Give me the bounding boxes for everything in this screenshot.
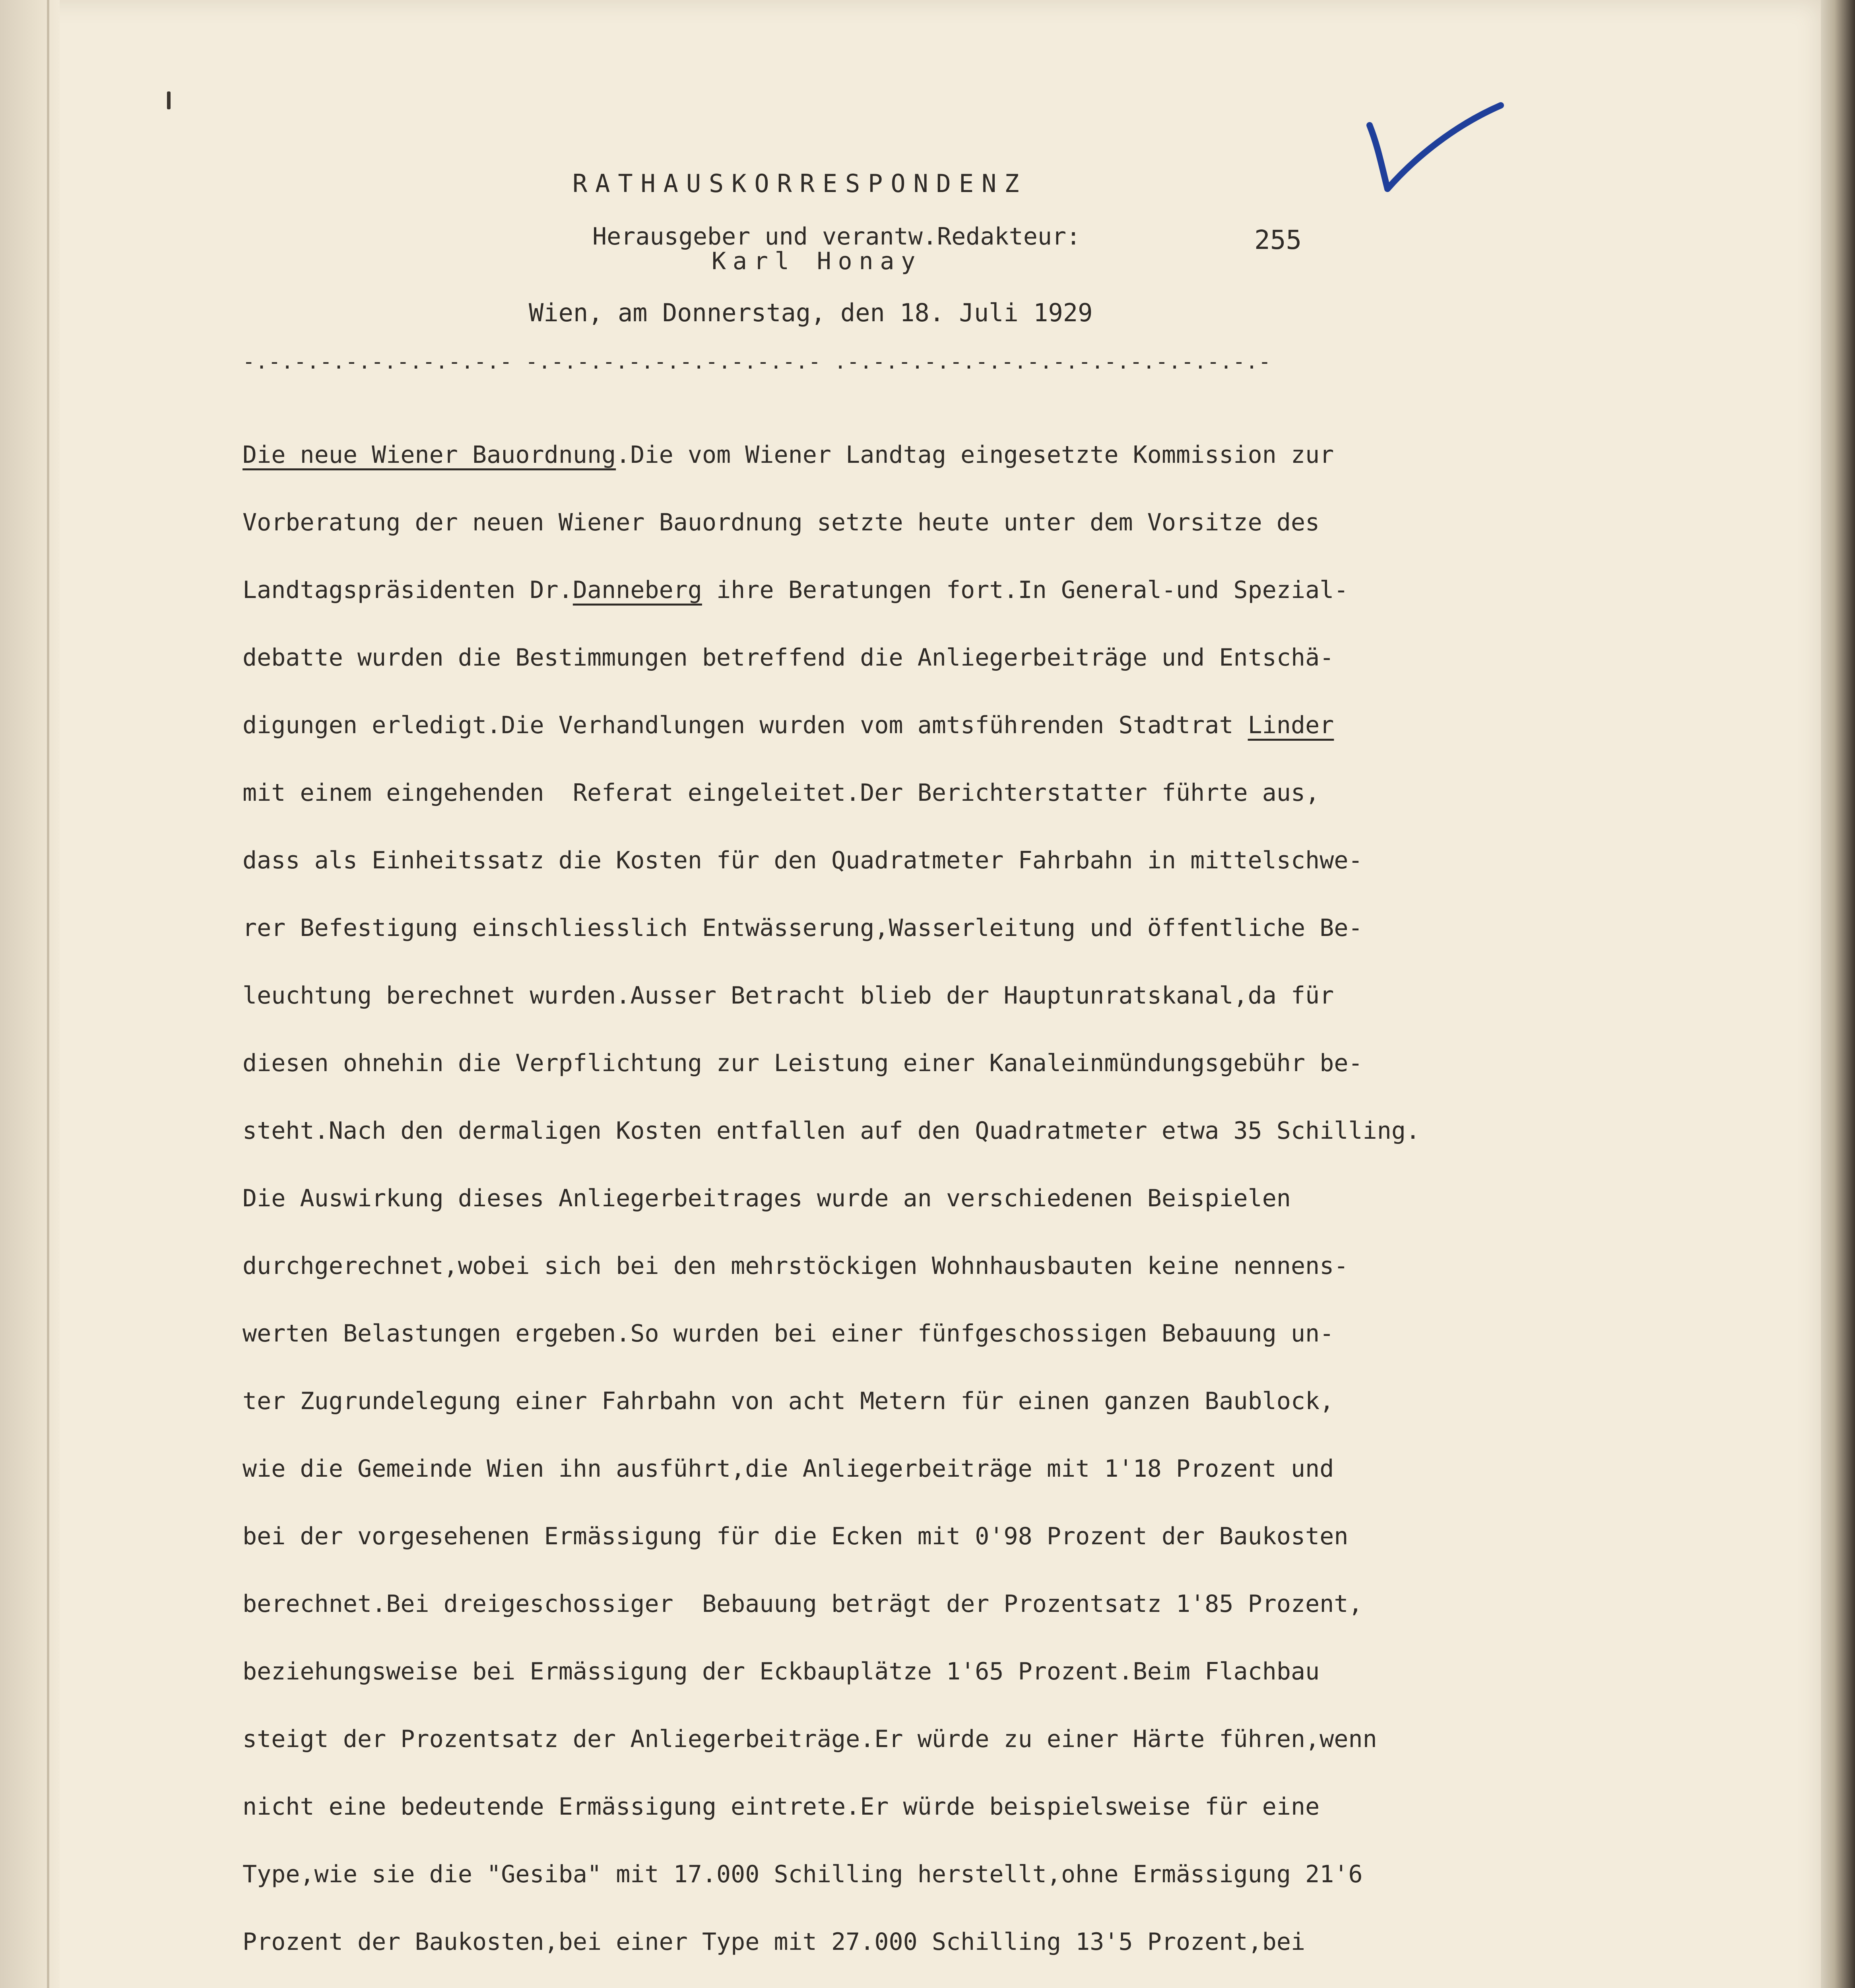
- dateline: Wien, am Donnerstag, den 18. Juli 1929: [529, 298, 1093, 327]
- article-title: Die neue Wiener Bauordnung: [243, 441, 616, 469]
- editor-name: Karl Honay: [712, 247, 922, 275]
- article-line: berechnet.Bei dreigeschossiger Bebauung beträgt der Prozentsatz 1'85 Prozent,: [243, 1590, 1363, 1618]
- article-line: Die Auswirkung dieses Anliegerbeitrages wurde an verschiedenen Beispielen: [243, 1184, 1291, 1212]
- article-line-text: digungen erledigt.Die Verhandlungen wurden vom amtsführenden Stadtrat: [243, 711, 1248, 739]
- article-line: nicht eine bedeutende Ermässigung eintrete.Er würde beispielsweise für eine: [243, 1793, 1320, 1821]
- article-line: [243, 564, 1550, 616]
- article-line: debatte wurden die Bestimmungen betreffend die Anliegerbeiträge und Entschä-: [243, 644, 1334, 672]
- article-line: [243, 699, 1550, 751]
- article-line: Vorberatung der neuen Wiener Bauordnung setzte heute unter dem Vorsitze des: [243, 509, 1320, 536]
- page-number: 255: [1254, 225, 1302, 255]
- article-line: bei der vorgesehenen Ermässigung für die Ecken mit 0'98 Prozent der Baukosten: [243, 1522, 1349, 1550]
- underlined-name: Danneberg: [572, 576, 702, 604]
- article-line: [243, 1983, 1550, 1988]
- page-edge-shadow: [1821, 0, 1855, 1988]
- article-line: durchgerechnet,wobei sich bei den mehrstöckigen Wohnhausbauten keine nennens-: [243, 1252, 1349, 1280]
- article-line: [243, 429, 1550, 481]
- article-line-text: Landtagspräsidenten Dr.: [243, 576, 573, 604]
- article-line: rer Befestigung einschliesslich Entwässerung,Wasserleitung und öffentliche Be-: [243, 914, 1363, 942]
- underlined-name: Linder: [1248, 711, 1334, 739]
- article-line: steht.Nach den dermaligen Kosten entfallen auf den Quadratmeter etwa 35 Schilling.: [243, 1117, 1420, 1145]
- article-line-text: ihre Beratungen fort.In General-und Spezial-: [702, 576, 1349, 604]
- check-mark-icon: [1360, 97, 1511, 201]
- article-line: diesen ohnehin die Verpflichtung zur Leistung einer Kanaleinmündungsgebühr be-: [243, 1049, 1363, 1077]
- masthead: RATHAUSKORRESPONDENZ: [572, 169, 1027, 198]
- editor-label: Herausgeber und verantw.Redakteur:: [592, 223, 1081, 250]
- article-line: mit einem eingehenden Referat eingeleitet.Der Berichterstatter führte aus,: [243, 779, 1320, 807]
- article-line: ter Zugrundelegung einer Fahrbahn von acht Metern für einen ganzen Baublock,: [243, 1387, 1334, 1415]
- article-body: [243, 414, 1550, 1988]
- article-line-text: .Die vom Wiener Landtag eingesetzte Kommission zur: [616, 441, 1334, 469]
- article-line: werten Belastungen ergeben.So wurden bei einer fünfgeschossigen Bebauung un-: [243, 1320, 1334, 1347]
- separator-rule: -.-.-.-.-.-.-.-.-.-.- -.-.-.-.-.-.-.-.-.-.-.- .-.-.-.-.-.-.-.-.-.-.-.-.-.-.-.-.-: [243, 350, 1271, 374]
- binding-edge: [0, 0, 60, 1988]
- article-line: Prozent der Baukosten,bei einer Type mit 27.000 Schilling 13'5 Prozent,bei: [243, 1928, 1306, 1956]
- check-mark-stroke: [1370, 105, 1501, 189]
- article-line: steigt der Prozentsatz der Anliegerbeiträge.Er würde zu einer Härte führen,wenn: [243, 1725, 1377, 1753]
- article-line: leuchtung berechnet wurden.Ausser Betracht blieb der Hauptunratskanal,da für: [243, 982, 1334, 1010]
- article-line: beziehungsweise bei Ermässigung der Eckbauplätze 1'65 Prozent.Beim Flachbau: [243, 1658, 1320, 1685]
- binding-fold: [47, 0, 49, 1988]
- article-line: dass als Einheitssatz die Kosten für den Quadratmeter Fahrbahn in mittelschwe-: [243, 846, 1363, 874]
- margin-tick-mark: [167, 91, 171, 109]
- article-line: wie die Gemeinde Wien ihn ausführt,die Anliegerbeiträge mit 1'18 Prozent und: [243, 1455, 1334, 1483]
- article-line: Type,wie sie die "Gesiba" mit 17.000 Schilling herstellt,ohne Ermässigung 21'6: [243, 1860, 1363, 1888]
